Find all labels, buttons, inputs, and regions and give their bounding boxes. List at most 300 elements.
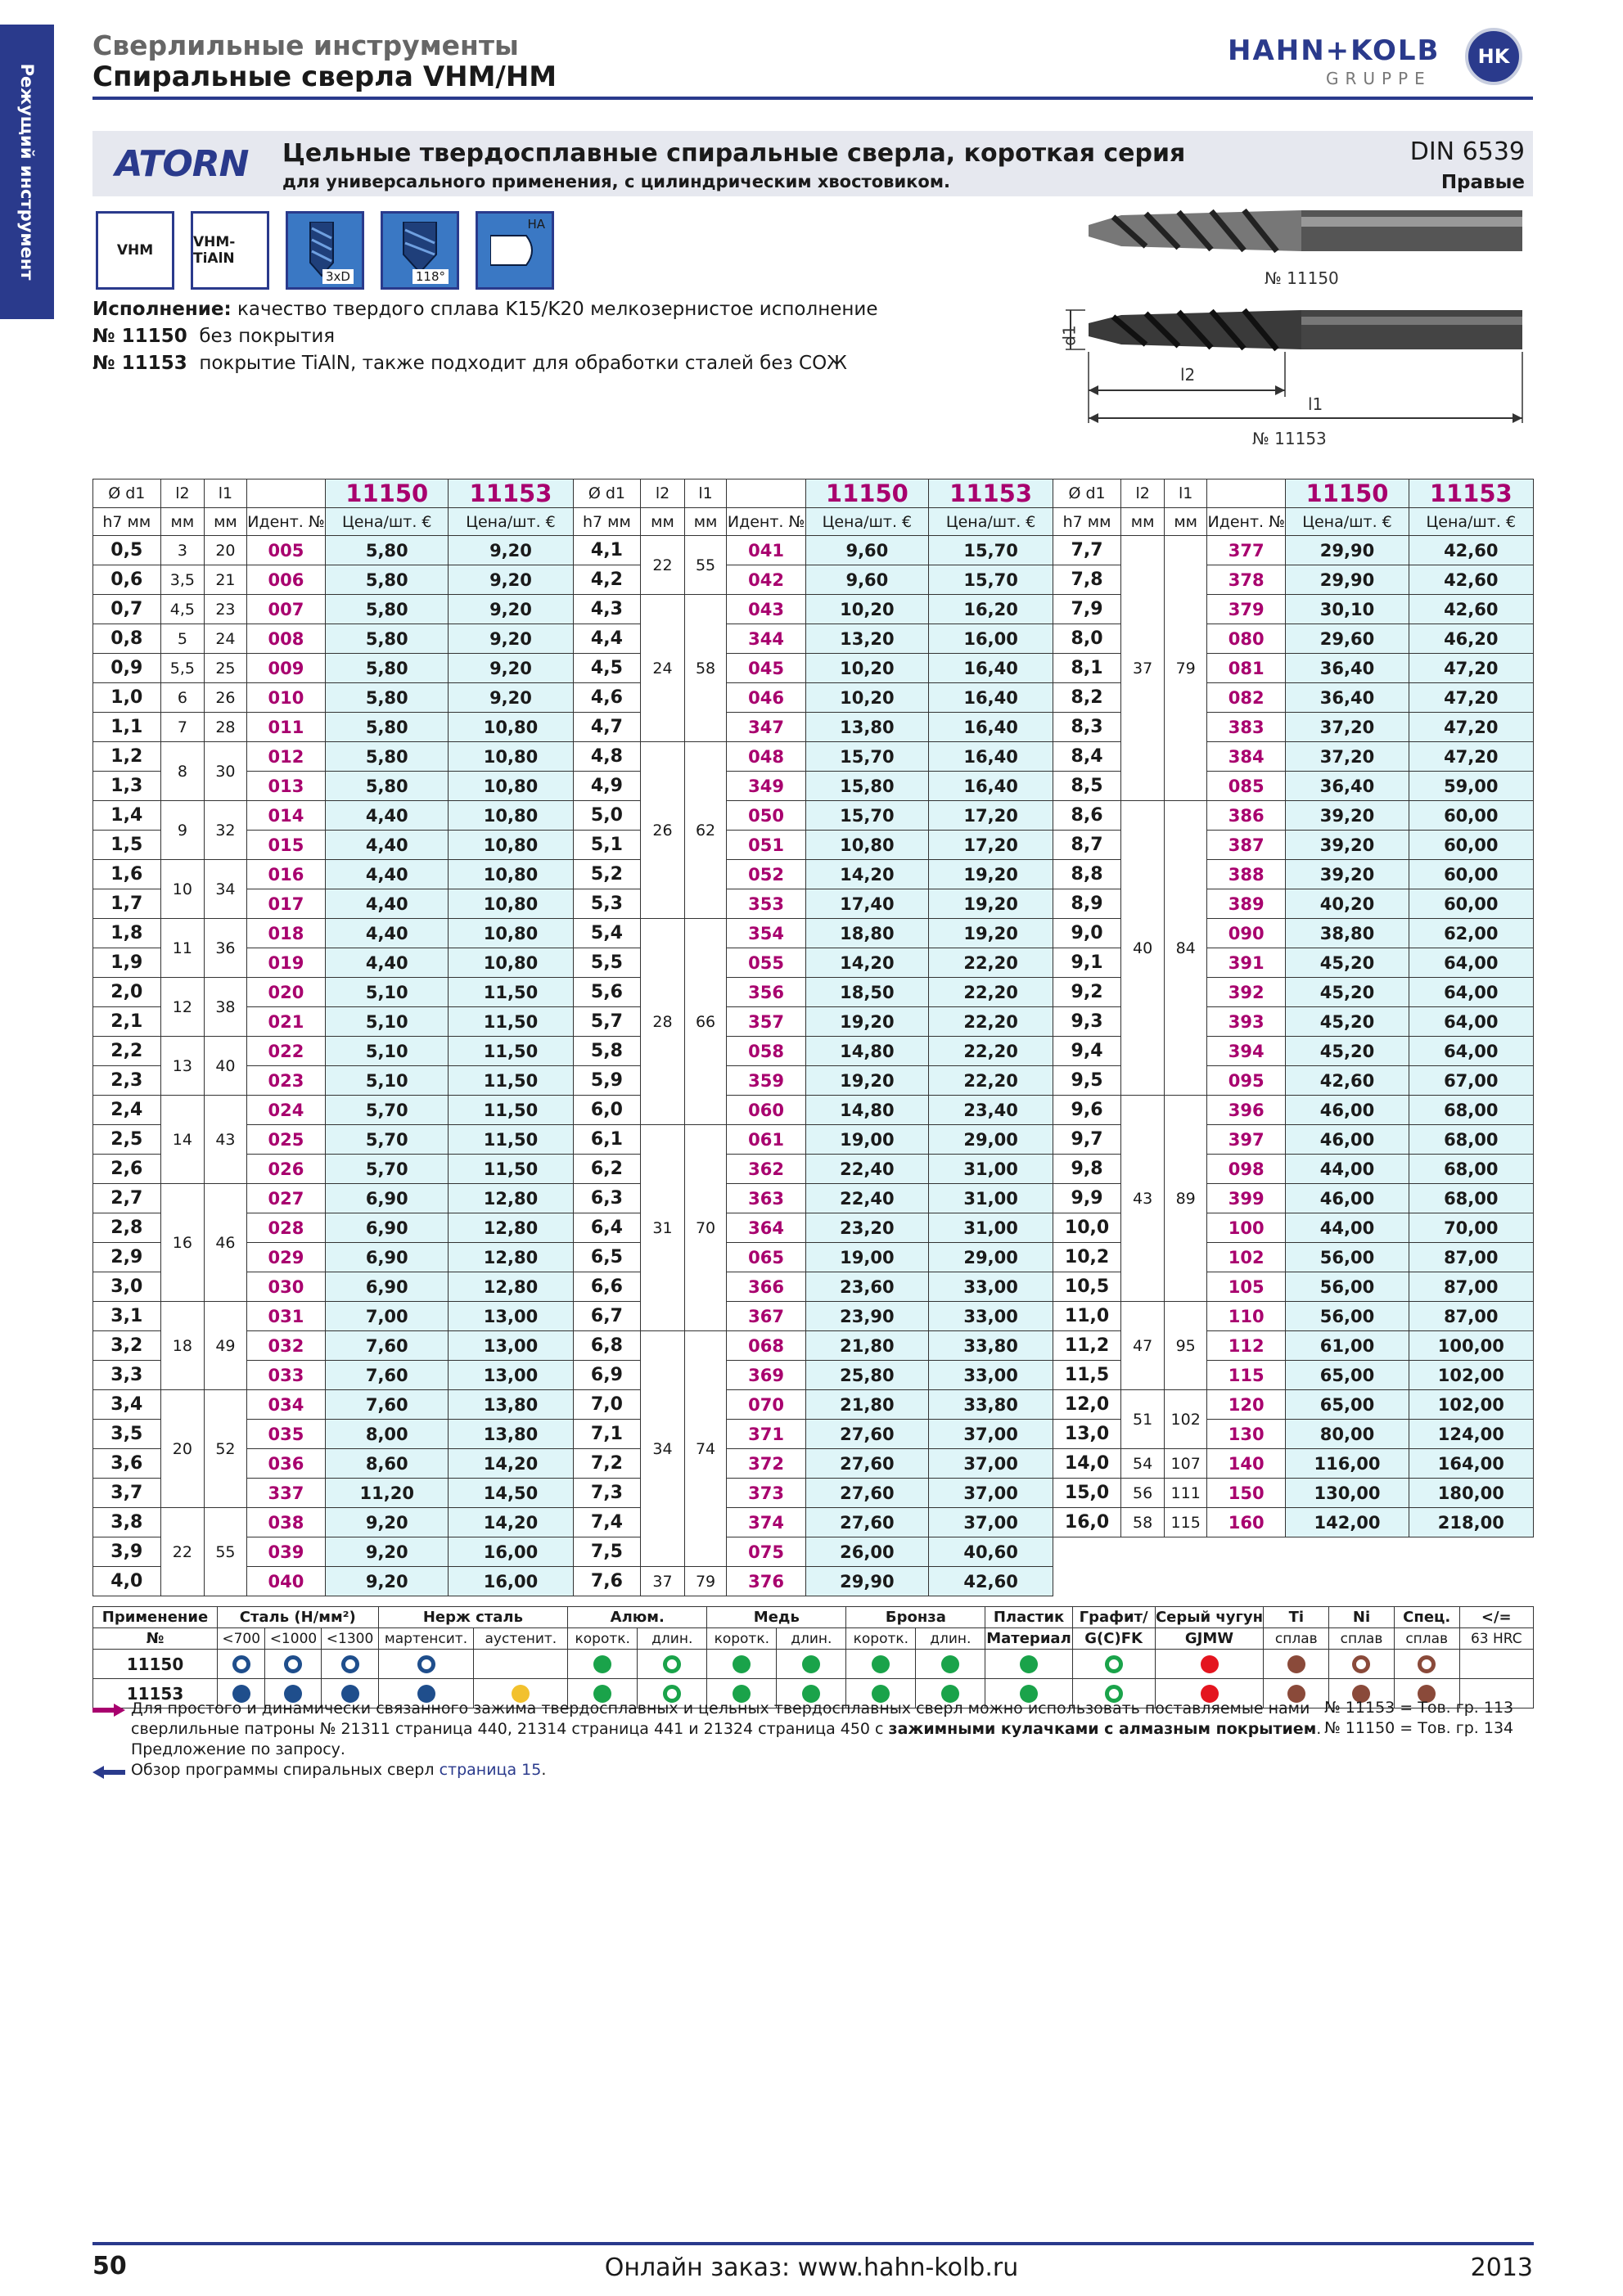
price-11150-cell: 6,90 (326, 1272, 449, 1302)
price-11153-cell: 9,20 (449, 624, 573, 654)
ident-cell: 017 (246, 889, 326, 919)
l1-cell: 111 (1165, 1479, 1206, 1508)
material-sub-header: сплав (1329, 1628, 1395, 1650)
ident-cell: 082 (1206, 683, 1286, 713)
diameter-cell: 5,3 (573, 889, 641, 919)
ident-cell: 115 (1206, 1361, 1286, 1390)
price-11150-cell: 46,00 (1286, 1125, 1409, 1155)
col-mm: мм (684, 508, 726, 536)
diameter-cell: 0,6 (93, 565, 161, 595)
col-mm: мм (160, 508, 205, 536)
price-11153-cell: 64,00 (1409, 948, 1533, 978)
diameter-cell: 10,2 (1053, 1243, 1121, 1272)
price-11153-cell: 13,80 (449, 1390, 573, 1420)
l2-cell: 8 (160, 742, 205, 801)
price-11150-cell: 15,80 (805, 772, 928, 801)
col-mm: мм (1165, 508, 1206, 536)
price-11153-cell: 9,20 (449, 683, 573, 713)
diameter-cell: 1,0 (93, 683, 161, 713)
col-id: Идент. № (1206, 508, 1286, 536)
table-row (93, 713, 1534, 742)
l1-cell: 89 (1165, 1096, 1206, 1302)
diameter-cell: 8,0 (1053, 624, 1121, 654)
ident-cell: 371 (727, 1420, 806, 1449)
ident-cell: 014 (246, 801, 326, 831)
price-11153-cell: 33,00 (928, 1272, 1053, 1302)
col-price: Цена/шт. € (928, 508, 1053, 536)
col-id-blank (1206, 479, 1286, 508)
l1-cell: 28 (205, 713, 246, 742)
col-price: Цена/шт. € (805, 508, 928, 536)
online-order-link[interactable]: Онлайн заказ: www.hahn-kolb.ru (604, 2253, 1019, 2282)
ident-cell: 160 (1206, 1508, 1286, 1537)
price-11150-cell: 37,20 (1286, 742, 1409, 772)
col-d1: Ø d1 (1053, 479, 1121, 508)
diameter-cell: 4,0 (93, 1567, 161, 1596)
table-row (93, 1096, 1534, 1125)
price-11150-cell: 13,20 (805, 624, 928, 654)
price-11153-cell: 10,80 (449, 742, 573, 772)
ident-cell: 050 (727, 801, 806, 831)
suitability-dot-icon (1287, 1655, 1305, 1673)
ident-cell: 363 (727, 1184, 806, 1213)
suitability-cell (638, 1650, 707, 1679)
ident-cell: 065 (727, 1243, 806, 1272)
variant-11153-text: покрытие TiAlN, также подходит для обработки сталей без СОЖ (187, 353, 847, 374)
material-sub-header: 63 HRC (1459, 1628, 1533, 1650)
price-11153-cell: 40,60 (928, 1537, 1053, 1567)
table-row (93, 1361, 1534, 1390)
l2-cell: 28 (641, 919, 685, 1125)
price-11153-cell: 16,40 (928, 742, 1053, 772)
price-11150-cell: 6,90 (326, 1184, 449, 1213)
suitability-cell (217, 1650, 264, 1679)
ident-cell: 384 (1206, 742, 1286, 772)
drawing-caption-11153: № 11153 (1252, 429, 1327, 448)
l2-cell: 14 (160, 1096, 205, 1184)
ident-cell: 023 (246, 1066, 326, 1096)
cutting-direction: Правые (1440, 172, 1525, 193)
diameter-cell: 5,0 (573, 801, 641, 831)
variant-11150-label: № 11150 (92, 326, 187, 347)
price-11153-cell: 11,50 (449, 1007, 573, 1037)
diameter-cell: 9,5 (1053, 1066, 1121, 1096)
l1-cell: 70 (684, 1125, 726, 1331)
diameter-cell: 2,7 (93, 1184, 161, 1213)
drill-drawing (1056, 200, 1531, 446)
vhm-icon-label: VHM (116, 242, 154, 259)
ident-cell: 016 (246, 860, 326, 889)
diameter-cell: 2,4 (93, 1096, 161, 1125)
table-row (93, 1479, 1534, 1508)
ident-cell: 020 (246, 978, 326, 1007)
suitability-dot-icon (284, 1655, 302, 1673)
l1-cell: 102 (1165, 1390, 1206, 1449)
ident-cell: 102 (1206, 1243, 1286, 1272)
ident-cell: 347 (727, 713, 806, 742)
diameter-cell: 8,1 (1053, 654, 1121, 683)
price-11150-cell: 29,90 (1286, 565, 1409, 595)
ident-cell: 098 (1206, 1155, 1286, 1184)
suitability-cell (777, 1650, 846, 1679)
ident-cell: 022 (246, 1037, 326, 1066)
diameter-cell: 9,6 (1053, 1096, 1121, 1125)
diameter-cell: 5,2 (573, 860, 641, 889)
diameter-cell: 2,1 (93, 1007, 161, 1037)
ident-cell: 032 (246, 1331, 326, 1361)
diameter-cell: 7,0 (573, 1390, 641, 1420)
diameter-cell: 2,5 (93, 1125, 161, 1155)
price-11153-cell: 9,20 (449, 654, 573, 683)
l1-cell: 55 (684, 536, 726, 595)
diameter-cell: 5,1 (573, 831, 641, 860)
side-tab-label: Режущий инструмент (17, 63, 37, 281)
diameter-cell: 4,4 (573, 624, 641, 654)
price-11153-cell: 62,00 (1409, 919, 1533, 948)
application-row (93, 1650, 1534, 1679)
depth-3xd-icon (286, 211, 364, 290)
col-d1: Ø d1 (573, 479, 641, 508)
drawing-caption-11150: № 11150 (1265, 268, 1339, 288)
price-11150-cell: 19,20 (805, 1007, 928, 1037)
price-11153-cell: 10,80 (449, 831, 573, 860)
diameter-cell: 0,5 (93, 536, 161, 565)
table-row (93, 1420, 1534, 1449)
diameter-cell: 15,0 (1053, 1479, 1121, 1508)
ident-cell: 039 (246, 1537, 326, 1567)
ident-cell: 383 (1206, 713, 1286, 742)
note-chuck-line3: Предложение по запросу. (131, 1740, 345, 1758)
diameter-cell: 3,8 (93, 1508, 161, 1537)
price-11153-cell: 16,20 (928, 595, 1053, 624)
price-11153-cell: 10,80 (449, 919, 573, 948)
suitability-cell (1264, 1650, 1329, 1679)
ident-cell: 035 (246, 1420, 326, 1449)
price-11153-cell: 16,40 (928, 772, 1053, 801)
suitability-dot-icon (802, 1655, 820, 1673)
material-sub-header: коротк. (846, 1628, 916, 1650)
price-11153-cell: 10,80 (449, 713, 573, 742)
price-11150-cell: 29,90 (805, 1567, 928, 1596)
l2-cell: 13 (160, 1037, 205, 1096)
table-row (93, 565, 1534, 595)
price-11150-cell: 46,00 (1286, 1096, 1409, 1125)
price-11150-cell: 14,80 (805, 1037, 928, 1066)
l2-cell: 12 (160, 978, 205, 1037)
price-11153-cell: 13,80 (449, 1420, 573, 1449)
diameter-cell: 2,8 (93, 1213, 161, 1243)
price-11150-cell: 22,40 (805, 1184, 928, 1213)
price-11150-cell: 38,80 (1286, 919, 1409, 948)
empty-cell (1053, 1567, 1121, 1596)
price-11153-cell: 16,00 (449, 1567, 573, 1596)
application-group-row (93, 1607, 1534, 1628)
price-11150-cell: 44,00 (1286, 1213, 1409, 1243)
price-11150-cell: 9,20 (326, 1508, 449, 1537)
diameter-cell: 6,3 (573, 1184, 641, 1213)
ident-cell: 397 (1206, 1125, 1286, 1155)
note-chuck-line2 (131, 1719, 1321, 1740)
ident-cell: 389 (1206, 889, 1286, 919)
price-11153-cell: 10,80 (449, 948, 573, 978)
ident-cell: 046 (727, 683, 806, 713)
vhm-tialn-icon-label: VHM-TiAlN (193, 234, 236, 267)
l2-cell: 4,5 (160, 595, 205, 624)
empty-cell (1120, 1567, 1165, 1596)
ident-cell: 038 (246, 1508, 326, 1537)
price-11150-cell: 5,10 (326, 978, 449, 1007)
l1-cell: 84 (1165, 801, 1206, 1096)
price-11150-cell: 9,20 (326, 1537, 449, 1567)
price-11150-cell: 19,00 (805, 1243, 928, 1272)
l1-cell: 74 (684, 1331, 726, 1567)
group-note-11153: № 11153 = Тов. гр. 113 (1324, 1699, 1514, 1717)
price-11153-cell: 37,00 (928, 1420, 1053, 1449)
ident-cell: 373 (727, 1479, 806, 1508)
vhm-tialn-icon (191, 211, 269, 290)
price-11153-cell: 42,60 (1409, 565, 1533, 595)
ident-cell: 378 (1206, 565, 1286, 595)
ident-cell: 130 (1206, 1420, 1286, 1449)
brand-logo-sub: GRUPPE (1326, 69, 1431, 88)
empty-cell (1286, 1537, 1409, 1567)
price-11150-cell: 36,40 (1286, 654, 1409, 683)
table-row (93, 1272, 1534, 1302)
material-group-header: Пластик (985, 1607, 1072, 1628)
price-11153-cell: 87,00 (1409, 1243, 1533, 1272)
diameter-cell: 1,8 (93, 919, 161, 948)
material-group-header: </= (1459, 1607, 1533, 1628)
material-group-header: Серый чугун (1155, 1607, 1264, 1628)
note-overview-end: . (541, 1761, 547, 1779)
diameter-cell: 10,0 (1053, 1213, 1121, 1243)
price-11150-cell: 10,20 (805, 595, 928, 624)
diameter-cell: 4,8 (573, 742, 641, 772)
ident-cell: 150 (1206, 1479, 1286, 1508)
l2-cell: 34 (641, 1331, 685, 1567)
ident-cell: 392 (1206, 978, 1286, 1007)
ident-cell: 388 (1206, 860, 1286, 889)
variant-11153-line (92, 353, 847, 374)
diameter-cell: 0,7 (93, 595, 161, 624)
price-11150-cell: 27,60 (805, 1479, 928, 1508)
col-h7: h7 мм (93, 508, 161, 536)
l2-cell: 7 (160, 713, 205, 742)
price-11150-cell: 4,40 (326, 919, 449, 948)
diameter-cell: 2,6 (93, 1155, 161, 1184)
price-11153-cell: 19,20 (928, 860, 1053, 889)
ident-cell: 396 (1206, 1096, 1286, 1125)
l1-cell: 43 (205, 1096, 246, 1184)
l2-cell: 56 (1120, 1479, 1165, 1508)
price-11153-cell: 16,00 (928, 624, 1053, 654)
price-11150-cell: 4,40 (326, 801, 449, 831)
price-11150-cell: 14,80 (805, 1096, 928, 1125)
price-11150-cell: 56,00 (1286, 1302, 1409, 1331)
diameter-cell: 1,5 (93, 831, 161, 860)
ident-cell: 354 (727, 919, 806, 948)
dim-d1-label: d1 (1059, 325, 1080, 346)
material-sub-header: аустенит. (474, 1628, 568, 1650)
suitability-cell (985, 1650, 1072, 1679)
diameter-cell: 2,9 (93, 1243, 161, 1272)
price-11153-cell: 22,20 (928, 1007, 1053, 1037)
price-11150-cell: 14,20 (805, 860, 928, 889)
ident-cell: 029 (246, 1243, 326, 1272)
col-price: Цена/шт. € (326, 508, 449, 536)
material-group-header: Сталь (Н/мм²) (217, 1607, 378, 1628)
price-11153-cell: 68,00 (1409, 1125, 1533, 1155)
col-l1: l1 (205, 479, 246, 508)
suitability-cell (846, 1650, 916, 1679)
diameter-cell: 6,8 (573, 1331, 641, 1361)
application-row-id: 11153 (93, 1679, 218, 1708)
diameter-cell: 7,1 (573, 1420, 641, 1449)
diameter-cell: 6,0 (573, 1096, 641, 1125)
material-group-header: Нерж сталь (378, 1607, 568, 1628)
ident-cell: 364 (727, 1213, 806, 1243)
diameter-cell: 3,0 (93, 1272, 161, 1302)
col-id: Идент. № (727, 508, 806, 536)
col-mm: мм (641, 508, 685, 536)
table-row (93, 1567, 1534, 1596)
ident-cell: 043 (727, 595, 806, 624)
application-sub-row (93, 1628, 1534, 1650)
table-row (93, 1508, 1534, 1537)
l1-cell: 107 (1165, 1449, 1206, 1479)
diameter-cell: 3,3 (93, 1361, 161, 1390)
price-11153-cell: 60,00 (1409, 889, 1533, 919)
price-11153-cell: 11,50 (449, 1155, 573, 1184)
ident-cell: 030 (246, 1272, 326, 1302)
diameter-cell: 9,3 (1053, 1007, 1121, 1037)
ident-cell: 052 (727, 860, 806, 889)
price-11153-cell: 100,00 (1409, 1331, 1533, 1361)
price-11150-cell: 8,00 (326, 1420, 449, 1449)
note-chuck-bold: зажимными кулачками с алмазным покрытием (888, 1720, 1317, 1738)
table-row (93, 1155, 1534, 1184)
price-11150-cell: 19,00 (805, 1125, 928, 1155)
diameter-cell: 1,2 (93, 742, 161, 772)
price-11150-cell: 5,70 (326, 1155, 449, 1184)
price-11153-cell: 22,20 (928, 978, 1053, 1007)
ident-cell: 394 (1206, 1037, 1286, 1066)
note-chuck (131, 1699, 1321, 1760)
price-11150-cell: 10,20 (805, 654, 928, 683)
price-11153-cell: 33,00 (928, 1361, 1053, 1390)
price-11153-cell: 33,00 (928, 1302, 1053, 1331)
side-tab (0, 25, 54, 319)
price-11150-cell: 42,60 (1286, 1066, 1409, 1096)
diameter-cell: 4,7 (573, 713, 641, 742)
table-row (93, 1066, 1534, 1096)
diameter-cell: 8,6 (1053, 801, 1121, 831)
col-id: Идент. № (246, 508, 326, 536)
empty-cell (1165, 1537, 1206, 1567)
overview-page-link[interactable]: страница 15 (439, 1761, 542, 1779)
diameter-cell: 9,9 (1053, 1184, 1121, 1213)
diameter-cell: 16,0 (1053, 1508, 1121, 1537)
price-11150-cell: 23,60 (805, 1272, 928, 1302)
price-11150-cell: 19,20 (805, 1066, 928, 1096)
price-11153-cell: 68,00 (1409, 1096, 1533, 1125)
price-11153-cell: 22,20 (928, 948, 1053, 978)
price-11153-cell: 218,00 (1409, 1508, 1533, 1537)
ident-cell: 041 (727, 536, 806, 565)
diameter-cell: 0,8 (93, 624, 161, 654)
l2-cell: 3,5 (160, 565, 205, 595)
price-11153-cell: 9,20 (449, 565, 573, 595)
empty-cell (1286, 1567, 1409, 1596)
price-11153-cell: 10,80 (449, 772, 573, 801)
ident-cell: 006 (246, 565, 326, 595)
price-11150-cell: 142,00 (1286, 1508, 1409, 1537)
suitability-cell (1072, 1650, 1155, 1679)
price-11153-cell: 68,00 (1409, 1184, 1533, 1213)
table-row (93, 860, 1534, 889)
category-title: Сверлильные инструменты (92, 29, 519, 61)
price-11153-cell: 46,20 (1409, 624, 1533, 654)
l2-cell: 11 (160, 919, 205, 978)
table-row (93, 772, 1534, 801)
l1-cell: 40 (205, 1037, 246, 1096)
l2-cell: 43 (1120, 1096, 1165, 1302)
ident-cell: 369 (727, 1361, 806, 1390)
l1-cell: 62 (684, 742, 726, 919)
price-11153-cell: 17,20 (928, 831, 1053, 860)
table-row (93, 683, 1534, 713)
ident-cell: 110 (1206, 1302, 1286, 1331)
table-row (93, 948, 1534, 978)
suitability-cell (1394, 1650, 1459, 1679)
material-sub-header: сплав (1264, 1628, 1329, 1650)
price-11153-cell: 17,20 (928, 801, 1053, 831)
l1-cell: 23 (205, 595, 246, 624)
footer-divider (92, 2242, 1534, 2245)
suitability-cell (265, 1650, 322, 1679)
price-11153-cell: 42,60 (1409, 595, 1533, 624)
price-11153-cell: 67,00 (1409, 1066, 1533, 1096)
price-11153-cell: 180,00 (1409, 1479, 1533, 1508)
price-11153-cell: 47,20 (1409, 683, 1533, 713)
table-row (93, 1449, 1534, 1479)
price-11150-cell: 65,00 (1286, 1361, 1409, 1390)
price-11150-cell: 5,80 (326, 595, 449, 624)
suitability-dot-icon (1105, 1655, 1123, 1673)
l1-cell: 25 (205, 654, 246, 683)
diameter-cell: 6,1 (573, 1125, 641, 1155)
ident-cell: 112 (1206, 1331, 1286, 1361)
price-11153-cell: 42,60 (928, 1567, 1053, 1596)
suitability-dot-icon (733, 1655, 751, 1673)
diameter-cell: 8,8 (1053, 860, 1121, 889)
price-11150-cell: 23,20 (805, 1213, 928, 1243)
product-title: Цельные твердосплавные спиральные сверла, короткая серия (282, 139, 1186, 168)
empty-cell (1409, 1567, 1533, 1596)
diameter-cell: 3,9 (93, 1537, 161, 1567)
note-overview-text: Обзор программы спиральных сверл (131, 1761, 440, 1779)
material-sub-header: <1300 (322, 1628, 378, 1650)
l1-cell: 21 (205, 565, 246, 595)
price-11153-cell: 33,80 (928, 1390, 1053, 1420)
brand-emblem-icon: HK (1465, 28, 1522, 85)
ident-cell: 026 (246, 1155, 326, 1184)
l2-cell: 22 (641, 536, 685, 595)
suitability-dot-icon (1020, 1655, 1038, 1673)
price-11150-cell: 7,60 (326, 1361, 449, 1390)
price-table (92, 479, 1534, 1596)
material-sub-header: длин. (777, 1628, 846, 1650)
